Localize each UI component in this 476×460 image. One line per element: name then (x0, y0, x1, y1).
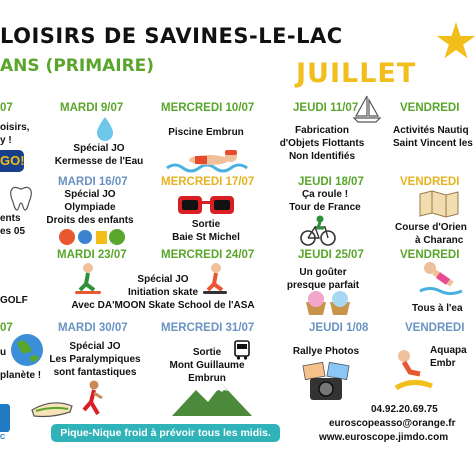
logo-mark (0, 404, 10, 432)
swimmer-icon (165, 146, 249, 179)
sailboat-icon (352, 94, 382, 129)
day-header-w3-thu: JEUDI 25/07 (298, 249, 364, 261)
bicycle-icon (300, 214, 336, 251)
day-header-w3-fri: VENDREDI (400, 249, 460, 261)
activity-w1-wed: Piscine Embrun (168, 127, 244, 138)
toys-icon (58, 228, 126, 251)
activity-w4-wed: Sortie Mont Guillaume Embrun (169, 347, 245, 385)
day-header-w4-thu: JEUDI 1/08 (309, 322, 369, 334)
day-header-w2-thu: JEUDI 18/07 (298, 176, 364, 188)
activity-w4-tue: Spécial JO Les Paralympiques sont fantastiques (49, 341, 141, 379)
day-header-w1-tue: MARDI 9/07 (60, 102, 124, 114)
swimming-girl-icon (420, 258, 462, 299)
cupcake-icon (304, 290, 354, 321)
activity-w2-mon: ents es 05 (0, 213, 26, 238)
activity-w3-tue: Spécial JO Initiation skate Avec DA'MOON Skate School de l'ASA (71, 274, 255, 312)
day-header-w1-fri: VENDREDI (400, 102, 460, 114)
activity-w2-fri: Course d'Orien à Charanc (395, 222, 467, 247)
day-header-w2-fri: VENDREDI (400, 176, 460, 188)
activity-w3-fri: Tous à l'ea (412, 303, 463, 314)
activity-w1-fri: Activités Nautiq Saint Vincent les (393, 125, 473, 150)
activity-w4-thu: Rallye Photos (292, 346, 360, 357)
map-icon (418, 190, 460, 223)
day-header-w3-tue: MARDI 23/07 (57, 249, 127, 261)
day-header-w2-tue: MARDI 16/07 (58, 176, 128, 188)
activity-w1-tue: Spécial JO Kermesse de l'Eau (54, 143, 144, 168)
camera-icon (300, 362, 352, 407)
activity-w1-thu: Fabrication d'Objets Flottants Non Identifiés (279, 125, 365, 163)
contact-website: www.euroscope.jimdo.com (319, 432, 449, 443)
mountain-icon (172, 382, 252, 421)
contact-email: euroscopeasso@orange.fr (329, 418, 456, 429)
star-icon (436, 22, 476, 62)
sandwich-icon (30, 396, 74, 425)
activity-w1-mon: oisirs, y ! (0, 122, 30, 147)
page-title: LOISIRS DE SAVINES-LE-LAC (0, 24, 343, 48)
day-header-w3-wed: MERCREDI 24/07 (161, 249, 255, 261)
month-title: JUILLET (296, 58, 417, 89)
activity-w2-tue: Spécial JO Olympiade Droits des enfants (46, 189, 134, 227)
runner-icon (78, 380, 108, 421)
picnic-note: Pique-Nique froid à prévoir tous les midis. (51, 424, 280, 442)
day-header-w2-wed: MERCREDI 17/07 (161, 176, 255, 188)
activity-w3-thu: Un goûter presque parfait (286, 267, 360, 292)
day-header-w1-thu: JEUDI 11/07 (293, 102, 359, 114)
water-splash-icon (94, 116, 116, 147)
day-header-w4-tue: MARDI 30/07 (58, 322, 128, 334)
day-header-w1-wed: MERCREDI 10/07 (161, 102, 255, 114)
day-header-w1-mon: 07 (0, 102, 13, 114)
logo-text: C (0, 434, 6, 441)
day-header-w4-fri: VENDREDI (405, 322, 465, 334)
activity-w4-mon: u planète ! (0, 347, 42, 382)
activity-w2-thu: Ça roule ! Tour de France (289, 189, 361, 214)
bus-icon (234, 340, 250, 365)
skater-icon (200, 262, 230, 303)
day-header-w4-mon: 07 (0, 322, 13, 334)
contact-phone: 04.92.20.69.75 (371, 404, 438, 415)
water-slide-icon (394, 348, 434, 397)
activity-w3-mon: GOLF (0, 295, 28, 306)
activity-w2-wed: Sortie Baie St Michel (172, 219, 240, 244)
activity-w4-fri: Aquapa Embr (430, 345, 467, 370)
age-group-subtitle: ANS (PRIMAIRE) (0, 56, 155, 76)
day-header-w4-wed: MERCREDI 31/07 (161, 322, 255, 334)
go-sign-icon: GO! (0, 150, 24, 172)
